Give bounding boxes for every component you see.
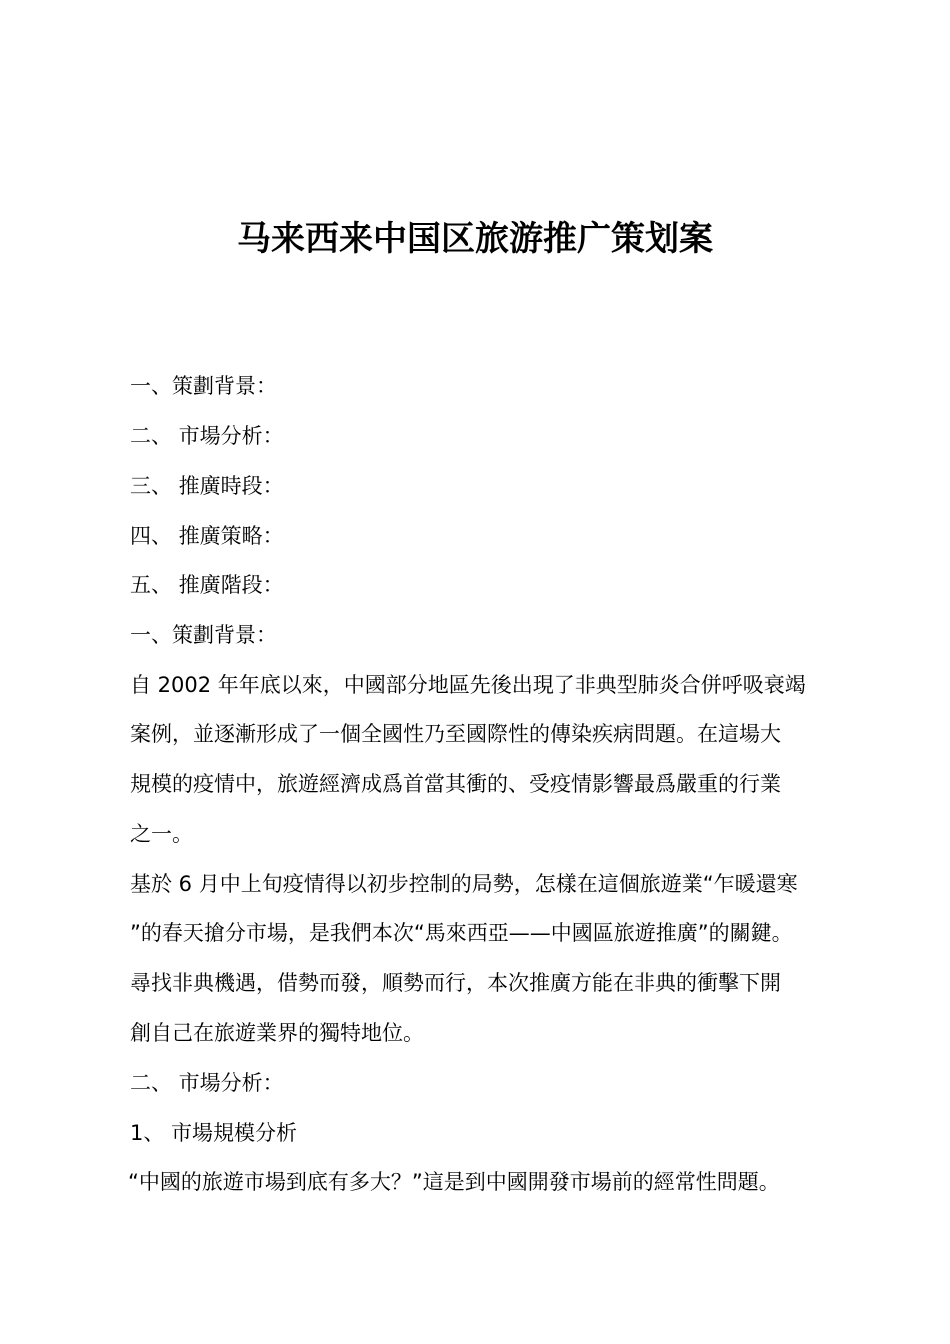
toc-item-5: 五、 推廣階段： bbox=[130, 573, 284, 597]
paragraph-line: 尋找非典機遇，借勢而發，順勢而行，本次推廣方能在非典的衝擊下開 bbox=[130, 971, 781, 995]
document-title: 马来西来中国区旅游推广策划案 bbox=[237, 219, 713, 259]
paragraph-line: 規模的疫情中，旅遊經濟成爲首當其衝的、受疫情影響最爲嚴重的行業 bbox=[130, 772, 781, 796]
paragraph-line: 案例，並逐漸形成了一個全國性乃至國際性的傳染疾病問題。在這場大 bbox=[130, 722, 781, 746]
subsection-heading-market-size: 1、 市場規模分析 bbox=[130, 1121, 298, 1145]
toc-item-1: 一、策劃背景： bbox=[130, 374, 277, 398]
toc-item-4: 四、 推廣策略： bbox=[130, 524, 284, 548]
section-heading-market: 二、 市場分析： bbox=[130, 1071, 284, 1095]
paragraph-line: 之一。 bbox=[130, 822, 193, 846]
paragraph-line: “中國的旅遊市場到底有多大？”這是到中國開發市場前的經常性問題。 bbox=[128, 1170, 780, 1194]
toc-item-3: 三、 推廣時段： bbox=[130, 474, 284, 498]
paragraph-line: 自 2002 年年底以來，中國部分地區先後出現了非典型肺炎合併呼吸衰竭 bbox=[130, 673, 806, 697]
paragraph-line: 基於 6 月中上旬疫情得以初步控制的局勢，怎樣在這個旅遊業“乍暖還寒 bbox=[130, 872, 798, 896]
paragraph-line: 創自己在旅遊業界的獨特地位。 bbox=[130, 1021, 424, 1045]
toc-item-2: 二、 市場分析： bbox=[130, 424, 284, 448]
paragraph-line: ”的春天搶分市場，是我們本次“馬來西亞——中國區旅遊推廣”的關鍵。 bbox=[130, 921, 793, 945]
section-heading-background: 一、策劃背景： bbox=[130, 623, 277, 647]
